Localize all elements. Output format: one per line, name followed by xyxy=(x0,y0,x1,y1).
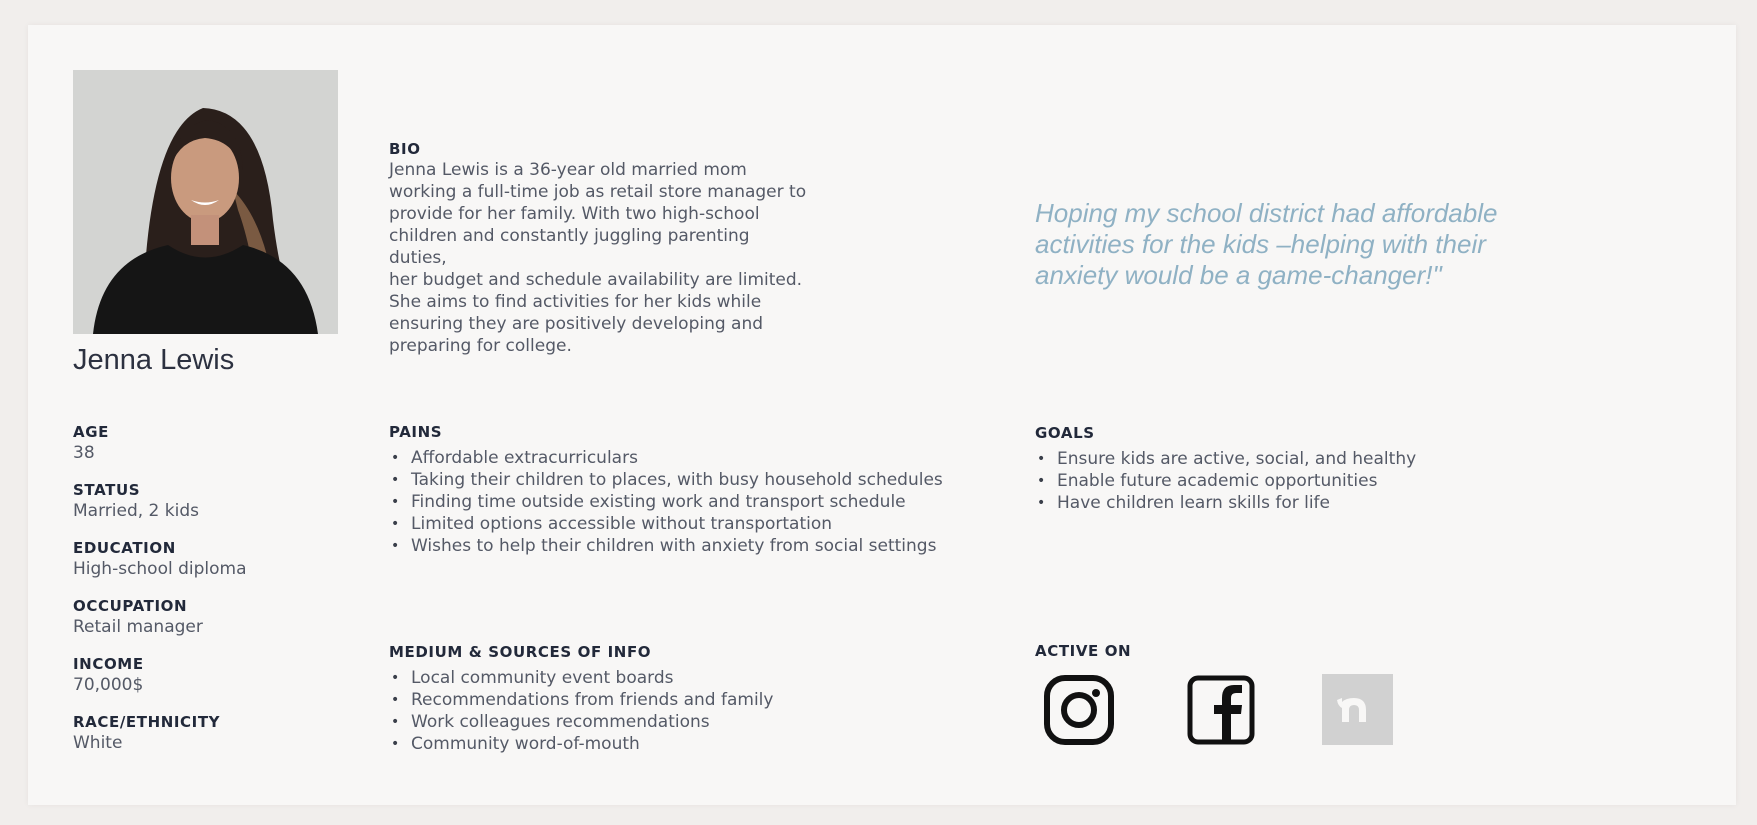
bio-line: children and constantly juggling parenting duties, xyxy=(389,226,750,268)
pains-section xyxy=(389,423,943,557)
demographic-age xyxy=(73,423,333,481)
social-icons xyxy=(1035,674,1435,750)
demographic-value: 70,000$ xyxy=(73,675,144,695)
demographics-list xyxy=(73,423,333,771)
demographic-status xyxy=(73,481,333,539)
bio-text xyxy=(389,159,809,357)
medium-list xyxy=(389,667,773,755)
quote-line: Hoping my school district had affordable xyxy=(1035,198,1498,228)
goals-section xyxy=(1035,424,1416,514)
bio-line: ensuring they are positively developing and xyxy=(389,314,764,334)
demographic-value: 38 xyxy=(73,443,95,463)
bio-line: her budget and schedule availability are limited. xyxy=(389,270,803,290)
bio-line: provide for her family. With two high-school xyxy=(389,204,760,224)
demographic-value: Married, 2 kids xyxy=(73,501,199,521)
active-on-section xyxy=(1035,642,1131,660)
demographic-label: EDUCATION xyxy=(73,539,176,557)
list-item: • Work colleagues recommendations xyxy=(389,711,773,733)
list-item: • Community word-of-mouth xyxy=(389,733,773,755)
facebook-icon[interactable] xyxy=(1185,674,1257,746)
list-item: • Enable future academic opportunities xyxy=(1035,470,1416,492)
list-item: • Local community event boards xyxy=(389,667,773,689)
goals-list xyxy=(1035,448,1416,514)
demographic-income xyxy=(73,655,333,713)
medium-section xyxy=(389,643,773,755)
instagram-icon[interactable] xyxy=(1043,674,1115,746)
demographic-value: High-school diploma xyxy=(73,559,247,579)
list-item: • Limited options accessible without transportation xyxy=(389,513,943,535)
list-item: • Finding time outside existing work and transport schedule xyxy=(389,491,943,513)
demographic-value: White xyxy=(73,733,123,753)
demographic-label: STATUS xyxy=(73,481,141,499)
bio-section xyxy=(389,140,809,357)
medium-heading: MEDIUM & SOURCES OF INFO xyxy=(389,643,652,661)
list-item: • Taking their children to places, with busy household schedules xyxy=(389,469,943,491)
bio-line: Jenna Lewis is a 36-year old married mom xyxy=(389,160,747,180)
quote-line: anxiety would be a game-changer!" xyxy=(1035,260,1442,290)
list-item: • Wishes to help their children with anxiety from social settings xyxy=(389,535,943,557)
pains-list xyxy=(389,447,943,557)
list-item: • Ensure kids are active, social, and healthy xyxy=(1035,448,1416,470)
persona-name: Jenna Lewis xyxy=(73,344,235,376)
list-item: • Recommendations from friends and family xyxy=(389,689,773,711)
pains-heading: PAINS xyxy=(389,423,443,441)
quote-line: activities for the kids –helping with their xyxy=(1035,229,1486,259)
demographic-label: RACE/ETHNICITY xyxy=(73,713,221,731)
demographic-race-ethnicity xyxy=(73,713,333,771)
profile-photo xyxy=(73,70,338,334)
bio-heading: BIO xyxy=(389,140,421,158)
list-item: • Have children learn skills for life xyxy=(1035,492,1416,514)
list-item: • Affordable extracurriculars xyxy=(389,447,943,469)
bio-line: preparing for college. xyxy=(389,336,572,356)
goals-heading: GOALS xyxy=(1035,424,1095,442)
demographic-value: Retail manager xyxy=(73,617,203,637)
persona-quote xyxy=(1035,198,1535,291)
active-on-heading: ACTIVE ON xyxy=(1035,642,1132,660)
demographic-label: OCCUPATION xyxy=(73,597,188,615)
bio-line: She aims to find activities for her kids while xyxy=(389,292,762,312)
demographic-occupation xyxy=(73,597,333,655)
demographic-label: AGE xyxy=(73,423,109,441)
demographic-label: INCOME xyxy=(73,655,144,673)
demographic-education xyxy=(73,539,333,597)
bio-line: working a full-time job as retail store manager to xyxy=(389,182,807,202)
nextdoor-icon[interactable] xyxy=(1322,674,1393,745)
